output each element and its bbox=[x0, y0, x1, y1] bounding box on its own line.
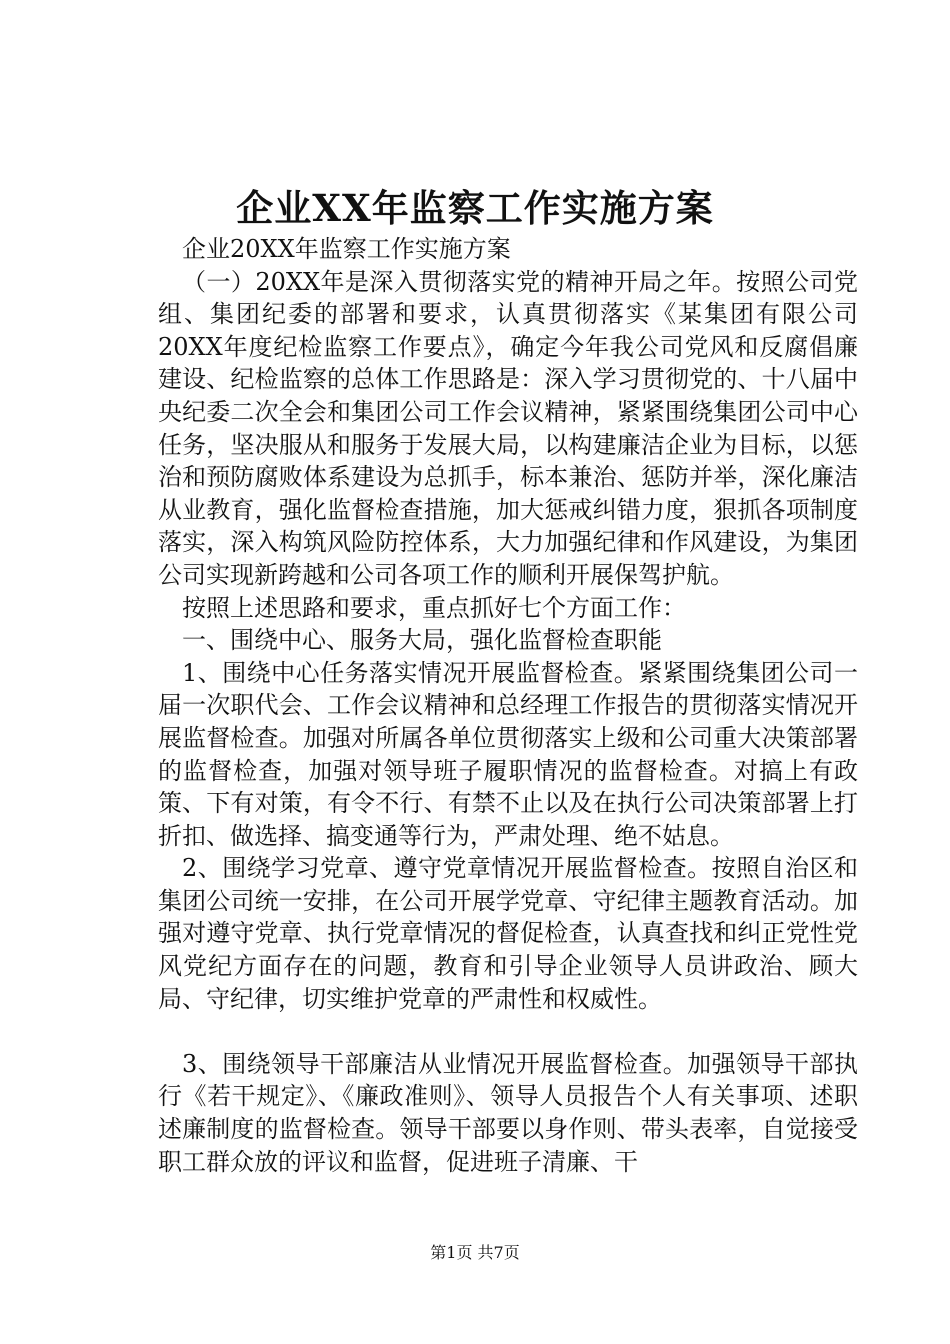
paragraph-focus: 按照上述思路和要求，重点抓好七个方面工作： bbox=[182, 593, 686, 622]
paragraph-item-3: 3、围绕领导干部廉洁从业情况开展监督检查。加强领导干部执行《若干规定》、《廉政准则》、领导人员报告个人有关事项、述职述廉制度的监督检查。领导干部要以身作则、带头表率，自觉接受职工群众放的评议和监督，促进班子清廉、干 bbox=[158, 1049, 858, 1176]
section-heading-1: 一、围绕中心、服务大局，强化监督检查职能 bbox=[182, 626, 662, 655]
document-title: 企业XX年监察工作实施方案 bbox=[236, 186, 714, 230]
paragraph-item-2: 2、围绕学习党章、遵守党章情况开展监督检查。按照自治区和集团公司统一安排，在公司开展学党章、守纪律主题教育活动。加强对遵守党章、执行党章情况的督促检查，认真查找和纠正党性党风党纪方面存在的问题，教育和引导企业领导人员讲政治、顾大局、守纪律，切实维护党章的严肃性和权威性。 bbox=[158, 854, 858, 1013]
paragraph-intro: （一）20XX年是深入贯彻落实党的精神开局之年。按照公司党组、集团纪委的部署和要求，认真贯彻落实《某集团有限公司20XX年度纪检监察工作要点》，确定今年我公司党风和反腐倡廉建设、纪检监察的总体工作思路是：深入学习贯彻党的、十八届中央纪委二次全会和集团公司工作会议精神，紧紧围绕集团公司中心任务，坚决服从和服务于发展大局，以构建廉洁企业为目标，以惩治和预防腐败体系建设为总抓手，标本兼治、惩防并举，深化廉洁从业教育，强化监督检查措施，加大惩戒纠错力度，狠抓各项制度落实，深入构筑风险防控体系，大力加强纪律和作风建设，为集团公司实现新跨越和公司各项工作的顺利开展保驾护航。 bbox=[158, 267, 858, 589]
page-number: 第1页 共7页 bbox=[430, 1243, 520, 1262]
paragraph-item-1: 1、围绕中心任务落实情况开展监督检查。紧紧围绕集团公司一届一次职代会、工作会议精神和总经理工作报告的贯彻落实情况开展监督检查。加强对所属各单位贯彻落实上级和公司重大决策部署的监督检查，加强对领导班子履职情况的监督检查。对搞上有政策、下有对策，有令不行、有禁不止以及在执行公司决策部署上打折扣、做选择、搞变通等行为，严肃处理、绝不姑息。 bbox=[158, 658, 858, 850]
document-body bbox=[158, 233, 858, 1178]
paragraph-subtitle: 企业20XX年监察工作实施方案 bbox=[182, 235, 511, 263]
